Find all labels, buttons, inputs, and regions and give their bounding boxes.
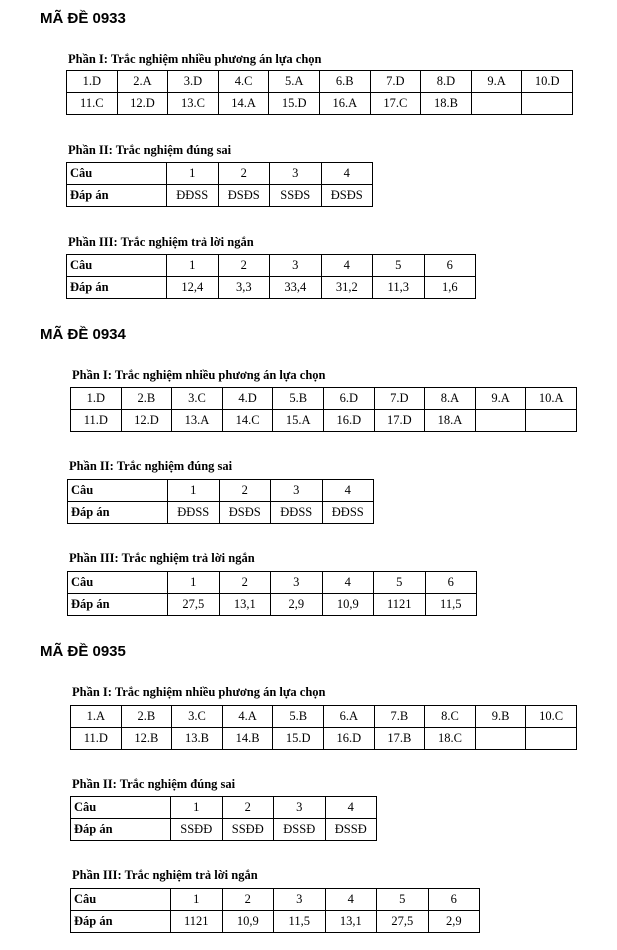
question-number: 5: [377, 889, 429, 911]
question-number: 1: [167, 163, 219, 185]
answer-cell: 9.B: [475, 706, 526, 728]
answer-cell: ĐSĐS: [218, 185, 270, 207]
answer-cell: [526, 728, 577, 750]
table-row: [71, 889, 480, 911]
table-row: [71, 819, 377, 841]
header-label: Câu: [67, 163, 167, 185]
answer-label: Đáp án: [71, 911, 171, 933]
table-row: [67, 93, 573, 115]
question-number: 2: [222, 797, 274, 819]
answer-cell: [475, 728, 526, 750]
answer-cell: 12.D: [117, 93, 168, 115]
answer-cell: ĐĐSS: [167, 185, 219, 207]
part2-title: Phần II: Trắc nghiệm đúng sai: [72, 777, 236, 791]
question-number: 3: [270, 163, 322, 185]
part1-table: [70, 705, 577, 750]
part2-table: [67, 479, 374, 524]
answer-cell: 13,1: [219, 594, 271, 616]
answer-cell: ĐĐSS: [168, 502, 220, 524]
answer-cell: 5.B: [273, 388, 324, 410]
answer-cell: 7.D: [374, 388, 425, 410]
part3-title: Phần III: Trắc nghiệm trả lời ngắn: [69, 551, 255, 565]
header-label: Câu: [68, 480, 168, 502]
part3-table: [66, 254, 476, 299]
answer-cell: 2.B: [121, 388, 172, 410]
question-number: 5: [373, 255, 425, 277]
table-row: [71, 797, 377, 819]
part2-table: [66, 162, 373, 207]
answer-cell: 9.A: [471, 71, 522, 93]
part3-title: Phần III: Trắc nghiệm trả lời ngắn: [68, 235, 254, 249]
exam-code-title: MÃ ĐỀ 0933: [40, 10, 126, 27]
question-number: 4: [321, 163, 373, 185]
question-number: 4: [322, 572, 374, 594]
table-row: [67, 255, 476, 277]
answer-cell: 1.D: [67, 71, 118, 93]
answer-cell: 12.D: [121, 410, 172, 432]
answer-cell: 33,4: [270, 277, 322, 299]
answer-cell: 15.A: [273, 410, 324, 432]
answer-cell: ĐĐSS: [271, 502, 323, 524]
exam-code-title: MÃ ĐỀ 0935: [40, 643, 126, 660]
table-row: [68, 480, 374, 502]
question-number: 6: [428, 889, 480, 911]
part2-title: Phần II: Trắc nghiệm đúng sai: [69, 459, 233, 473]
answer-cell: ĐĐSS: [322, 502, 374, 524]
header-label: Câu: [71, 797, 171, 819]
answer-cell: 5.B: [273, 706, 324, 728]
answer-cell: 14.A: [218, 93, 269, 115]
part3-title: Phần III: Trắc nghiệm trả lời ngắn: [72, 868, 258, 882]
answer-cell: 16.D: [323, 728, 374, 750]
answer-cell: 10,9: [322, 594, 374, 616]
question-number: 2: [218, 255, 270, 277]
answer-cell: 13,1: [325, 911, 377, 933]
part1-title: Phần I: Trắc nghiệm nhiều phương án lựa chọn: [68, 52, 322, 66]
header-label: Câu: [68, 572, 168, 594]
answer-cell: 7.B: [374, 706, 425, 728]
answer-cell: ĐSĐS: [321, 185, 373, 207]
question-number: 3: [274, 889, 326, 911]
answer-cell: 4.A: [222, 706, 273, 728]
answer-cell: 11,5: [274, 911, 326, 933]
answer-label: Đáp án: [67, 277, 167, 299]
question-number: 3: [271, 572, 323, 594]
answer-cell: 10.C: [526, 706, 577, 728]
part2-title: Phần II: Trắc nghiệm đúng sai: [68, 143, 232, 157]
table-row: [68, 572, 477, 594]
answer-cell: 13.A: [172, 410, 223, 432]
part1-title: Phần I: Trắc nghiệm nhiều phương án lựa chọn: [72, 685, 326, 699]
table-row: [68, 594, 477, 616]
answer-cell: 11.C: [67, 93, 118, 115]
answer-cell: ĐSĐS: [219, 502, 271, 524]
answer-cell: 15.D: [273, 728, 324, 750]
question-number: 2: [222, 889, 274, 911]
question-number: 1: [168, 480, 220, 502]
answer-cell: 11,3: [373, 277, 425, 299]
answer-cell: 12,4: [167, 277, 219, 299]
answer-cell: 14.C: [222, 410, 273, 432]
question-number: 1: [167, 255, 219, 277]
question-number: 6: [425, 572, 477, 594]
part3-table: [70, 888, 480, 933]
header-label: Câu: [71, 889, 171, 911]
answer-cell: 18.B: [421, 93, 472, 115]
answer-label: Đáp án: [68, 502, 168, 524]
answer-cell: 18.A: [425, 410, 476, 432]
answer-cell: 3.C: [172, 388, 223, 410]
table-row: [67, 71, 573, 93]
table-row: [71, 706, 577, 728]
answer-cell: 3.D: [168, 71, 219, 93]
answer-cell: ĐSSĐ: [274, 819, 326, 841]
answer-cell: 1.D: [71, 388, 122, 410]
question-number: 1: [171, 797, 223, 819]
answer-label: Đáp án: [68, 594, 168, 616]
answer-cell: [475, 410, 526, 432]
answer-cell: 1.A: [71, 706, 122, 728]
table-row: [67, 277, 476, 299]
answer-cell: [522, 93, 573, 115]
question-number: 4: [325, 889, 377, 911]
answer-cell: ĐSSĐ: [325, 819, 377, 841]
part2-table: [70, 796, 377, 841]
question-number: 1: [171, 889, 223, 911]
answer-cell: 3,3: [218, 277, 270, 299]
answer-cell: 31,2: [321, 277, 373, 299]
exam-code-title: MÃ ĐỀ 0934: [40, 326, 126, 343]
table-row: [71, 388, 577, 410]
answer-cell: 10.A: [526, 388, 577, 410]
question-number: 5: [374, 572, 426, 594]
answer-cell: SSĐĐ: [171, 819, 223, 841]
answer-cell: 4.C: [218, 71, 269, 93]
answer-cell: [526, 410, 577, 432]
answer-cell: 4.D: [222, 388, 273, 410]
answer-cell: 27,5: [377, 911, 429, 933]
answer-cell: 18.C: [425, 728, 476, 750]
question-number: 3: [274, 797, 326, 819]
answer-cell: 8.D: [421, 71, 472, 93]
answer-cell: 8.A: [425, 388, 476, 410]
answer-cell: 11,5: [425, 594, 477, 616]
question-number: 2: [218, 163, 270, 185]
answer-cell: 1,6: [424, 277, 476, 299]
answer-cell: SSĐS: [270, 185, 322, 207]
question-number: 4: [322, 480, 374, 502]
answer-cell: 6.B: [319, 71, 370, 93]
answer-cell: 1121: [171, 911, 223, 933]
answer-cell: SSĐĐ: [222, 819, 274, 841]
answer-cell: 9.A: [475, 388, 526, 410]
answer-cell: 6.D: [323, 388, 374, 410]
answer-cell: 11.D: [71, 410, 122, 432]
answer-cell: 17.D: [374, 410, 425, 432]
question-number: 2: [219, 480, 271, 502]
header-label: Câu: [67, 255, 167, 277]
answer-cell: 11.D: [71, 728, 122, 750]
question-number: 6: [424, 255, 476, 277]
answer-cell: 15.D: [269, 93, 320, 115]
answer-cell: 7.D: [370, 71, 421, 93]
answer-cell: 2,9: [428, 911, 480, 933]
question-number: 4: [325, 797, 377, 819]
table-row: [67, 185, 373, 207]
answer-label: Đáp án: [67, 185, 167, 207]
answer-cell: 10,9: [222, 911, 274, 933]
table-row: [68, 502, 374, 524]
part3-table: [67, 571, 477, 616]
part1-table: [70, 387, 577, 432]
question-number: 2: [219, 572, 271, 594]
answer-cell: 2.B: [121, 706, 172, 728]
answer-cell: 12.B: [121, 728, 172, 750]
answer-cell: 16.A: [319, 93, 370, 115]
answer-cell: 27,5: [168, 594, 220, 616]
answer-cell: 3.C: [172, 706, 223, 728]
answer-cell: 5.A: [269, 71, 320, 93]
table-row: [71, 728, 577, 750]
answer-cell: 16.D: [323, 410, 374, 432]
answer-cell: 17.C: [370, 93, 421, 115]
answer-label: Đáp án: [71, 819, 171, 841]
question-number: 3: [271, 480, 323, 502]
question-number: 1: [168, 572, 220, 594]
question-number: 4: [321, 255, 373, 277]
part1-table: [66, 70, 573, 115]
table-row: [71, 410, 577, 432]
answer-cell: 6.A: [323, 706, 374, 728]
table-row: [67, 163, 373, 185]
answer-cell: 13.B: [172, 728, 223, 750]
table-row: [71, 911, 480, 933]
answer-cell: [471, 93, 522, 115]
question-number: 3: [270, 255, 322, 277]
answer-cell: 1121: [374, 594, 426, 616]
part1-title: Phần I: Trắc nghiệm nhiều phương án lựa chọn: [72, 368, 326, 382]
answer-cell: 8.C: [425, 706, 476, 728]
answer-cell: 10.D: [522, 71, 573, 93]
answer-cell: 2.A: [117, 71, 168, 93]
answer-cell: 17.B: [374, 728, 425, 750]
answer-cell: 14.B: [222, 728, 273, 750]
answer-cell: 2,9: [271, 594, 323, 616]
answer-cell: 13.C: [168, 93, 219, 115]
